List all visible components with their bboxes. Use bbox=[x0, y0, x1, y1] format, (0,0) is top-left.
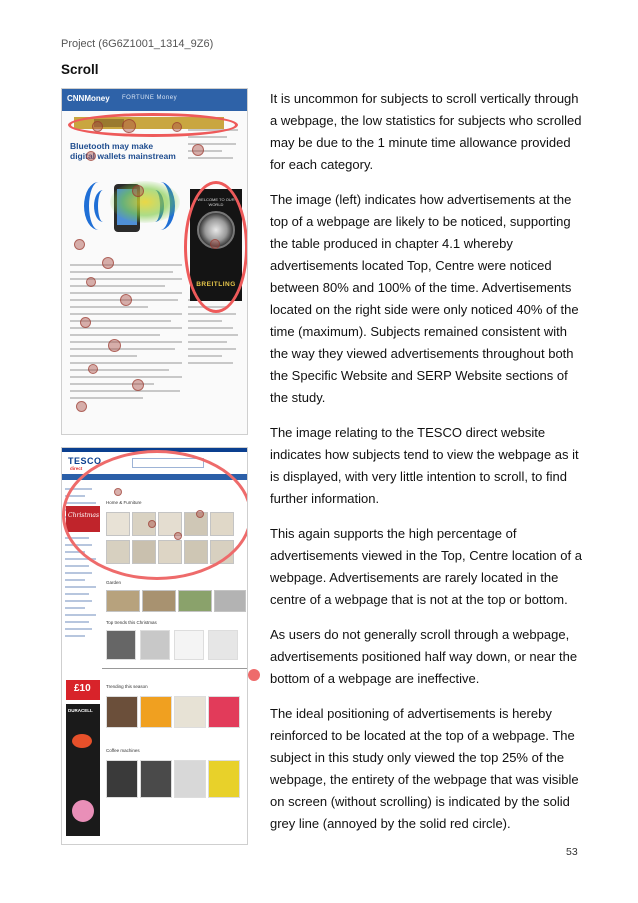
bunny-icon bbox=[72, 800, 94, 822]
fold-line bbox=[102, 668, 247, 669]
fixation-dot bbox=[74, 239, 85, 250]
red-marker-circle bbox=[248, 669, 260, 681]
section-title: Scroll bbox=[61, 62, 99, 77]
article-headline: Bluetooth may make digital wallets mainstream bbox=[70, 141, 176, 161]
product-tile bbox=[208, 696, 240, 728]
site-nav: FORTUNE Money bbox=[122, 95, 178, 101]
heatmap-screenshot bbox=[61, 88, 248, 435]
fixation-dot bbox=[108, 339, 121, 352]
highlight-circle-side bbox=[184, 181, 248, 313]
paragraph: As users do not generally scroll through a webpage, advertisements positioned half way down, or near the bottom of a webpage are ineffective. bbox=[270, 627, 578, 686]
product-tile bbox=[140, 696, 172, 728]
product-tile bbox=[174, 630, 204, 660]
page-header: Project (6G6Z1001_1314_9Z6) bbox=[61, 38, 214, 50]
fixation-dot bbox=[148, 520, 156, 528]
fixation-dot bbox=[80, 317, 91, 328]
product-tile bbox=[140, 760, 172, 798]
ad-brand: DURACELL bbox=[68, 708, 93, 713]
section-heading: Home & Furniture bbox=[106, 500, 142, 505]
product-tile bbox=[106, 696, 138, 728]
page-number: 53 bbox=[566, 846, 578, 858]
price-badge bbox=[72, 734, 92, 748]
fixation-dot bbox=[76, 401, 87, 412]
site-logo: CNNMoney bbox=[67, 94, 110, 103]
duracell-ad bbox=[66, 704, 100, 836]
section-heading: Coffee machines bbox=[106, 748, 140, 753]
paragraph: The ideal positioning of advertisements is hereby reinforced to be located at the top of a webpage. The subject in this study only viewed the top 25% of the webpage, the entirety of the webpage that was visible on screen (without scrolling) is indicated by the solid grey line (annoyed by the solid red circle). bbox=[270, 706, 579, 831]
fixation-dot bbox=[192, 144, 204, 156]
section-heading: Top trends this Christmas bbox=[106, 620, 157, 625]
product-tile bbox=[174, 760, 206, 798]
paragraph: It is uncommon for subjects to scroll vertically through a webpage, the low statistics for subjects who scrolled may be due to the 1 minute time allowance provided for each category. bbox=[270, 91, 582, 172]
ad-tagline: WELCOME TO OUR WORLD bbox=[197, 197, 235, 207]
fixation-dot bbox=[132, 185, 144, 197]
product-tile bbox=[174, 696, 206, 728]
product-tile bbox=[208, 760, 240, 798]
highlight-circle-top bbox=[62, 450, 248, 580]
price-promo bbox=[66, 680, 100, 700]
product-tile bbox=[106, 630, 136, 660]
section-heading: Trending this season bbox=[106, 684, 148, 689]
promo-label: Christmas bbox=[68, 512, 100, 519]
fixation-dot bbox=[86, 151, 96, 161]
product-tile bbox=[142, 590, 176, 612]
ad-brand: BREITLING bbox=[196, 281, 236, 288]
paragraph: The image (left) indicates how advertisements at the top of a webpage are likely to be noticed, supporting the table produced in chapter 4.1 whereby advertisements located Top, Centre were noticed between 80% and 100% of the time. Advertisements located on the right side were only noticed 40% of the time (maximum). Subjects remained consistent with the way they viewed advertisements throughout both the Specific Website and SERP Website sections of the study. bbox=[270, 192, 579, 405]
site-logo: TESCO bbox=[68, 456, 102, 466]
site-header-bar bbox=[62, 89, 247, 111]
site-sublogo: direct bbox=[70, 466, 83, 471]
paragraph: This again supports the high percentage of advertisements viewed in the Top, Centre location of a webpage. Advertisements are rarely located in the centre of a webpage that is not at the top or bottom. bbox=[270, 526, 582, 607]
fixation-dot bbox=[196, 510, 204, 518]
fixation-dot bbox=[102, 257, 114, 269]
fixation-dot bbox=[132, 379, 144, 391]
product-tile bbox=[214, 590, 246, 612]
product-tile bbox=[208, 630, 238, 660]
body-text bbox=[270, 88, 585, 848]
product-tile bbox=[106, 590, 140, 612]
product-tile bbox=[140, 630, 170, 660]
tesco-screenshot bbox=[61, 447, 248, 845]
fixation-dot bbox=[88, 364, 98, 374]
promo-price: £10 bbox=[74, 683, 91, 694]
signal-wave-icon bbox=[94, 190, 112, 222]
product-tile bbox=[106, 760, 138, 798]
fixation-dot bbox=[114, 488, 122, 496]
highlight-circle-top bbox=[68, 113, 238, 137]
fixation-dot bbox=[174, 532, 182, 540]
heatmap-hotspot bbox=[110, 181, 180, 223]
section-heading: Garden bbox=[106, 580, 122, 585]
paragraph: The image relating to the TESCO direct website indicates how subjects tend to view the webpage as it is displayed, with very little intention to scroll, to find further information. bbox=[270, 425, 579, 506]
fixation-dot bbox=[120, 294, 132, 306]
fixation-dot bbox=[86, 277, 96, 287]
product-tile bbox=[178, 590, 212, 612]
